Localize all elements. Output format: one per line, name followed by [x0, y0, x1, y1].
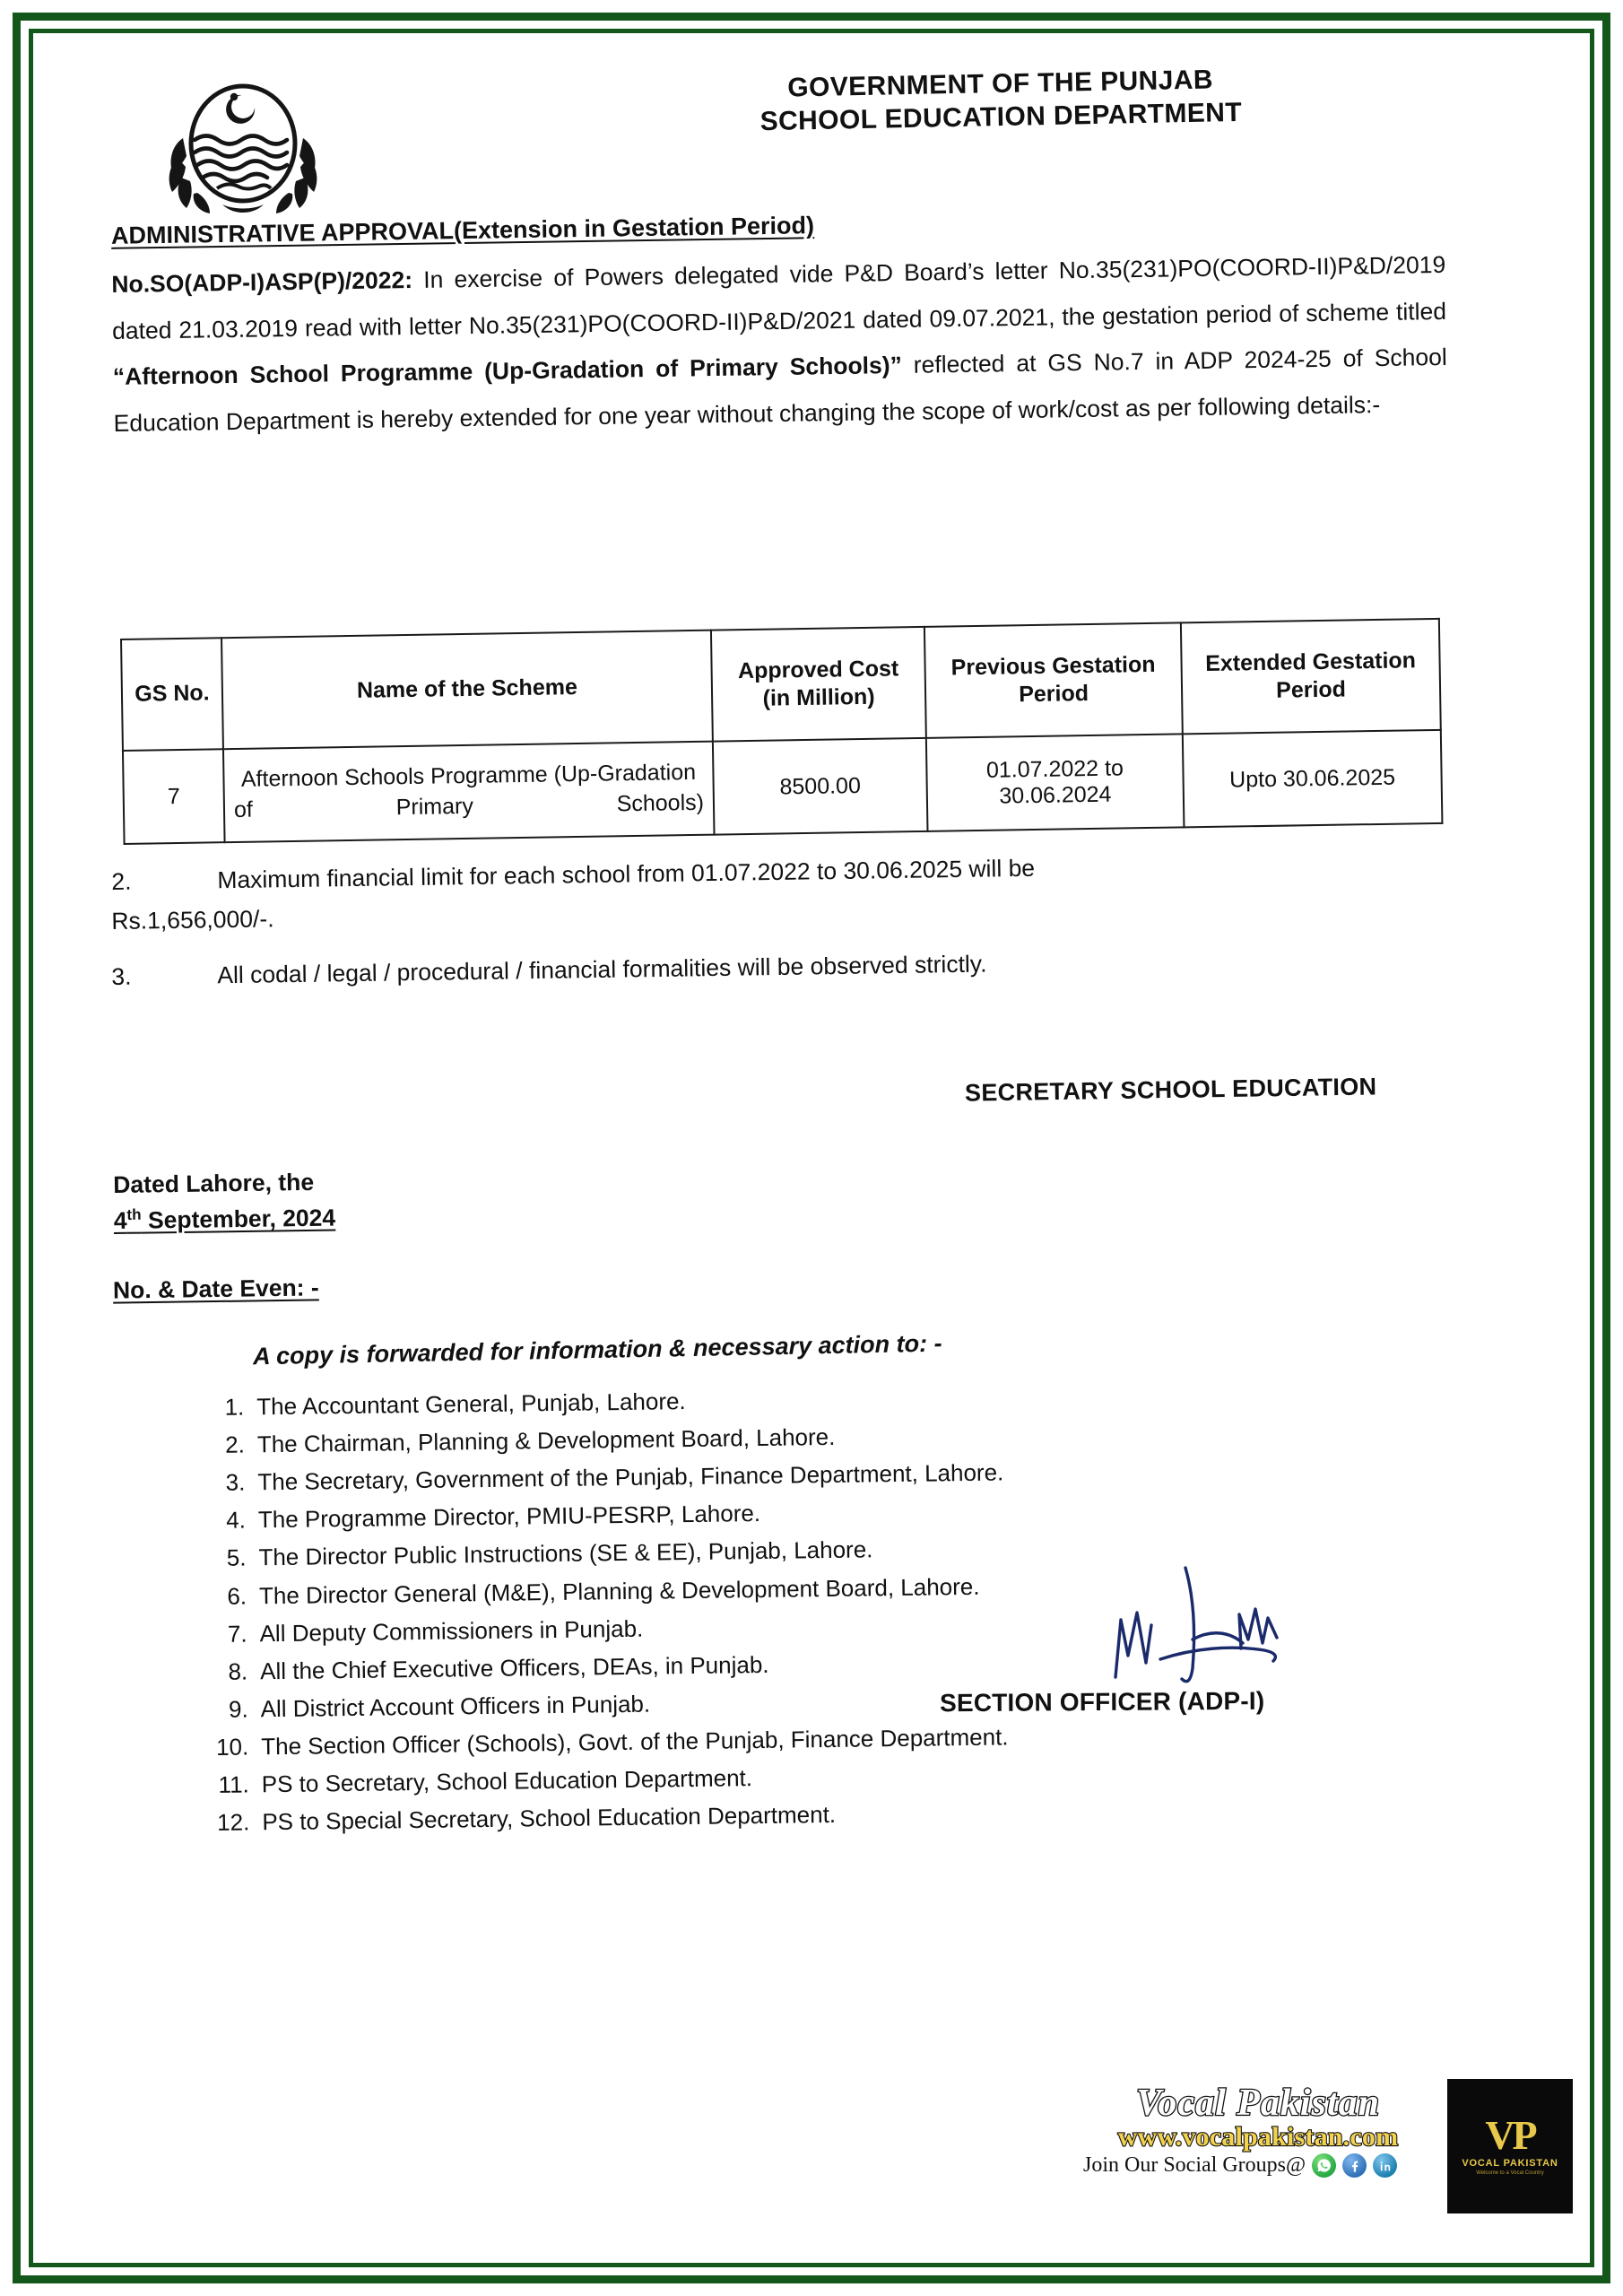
list-item-number: 2.: [224, 1431, 246, 1458]
cell-approved-cost: 8500.00: [713, 738, 928, 835]
list-item-number: 4.: [226, 1506, 247, 1535]
copy-forwarded-heading: A copy is forwarded for information & necessary action to: -: [252, 1329, 942, 1370]
paragraph-part-2: reflected at GS No.7 in ADP 2024-25 of School Education Department is hereby extended for one year without changing the scope of work/cost as per following details:-: [113, 344, 1447, 437]
list-item-label: All the Chief Executive Officers, DEAs, in Punjab.: [259, 1650, 769, 1685]
reference-number: No.SO(ADP-I)ASP(P)/2022:: [111, 266, 413, 298]
column-header-previous-gestation: Previous Gestation Period: [924, 622, 1183, 737]
column-header-approved-cost: Approved Cost (in Million): [711, 627, 926, 742]
department-title: SCHOOL EDUCATION DEPARTMENT: [759, 97, 1243, 136]
document-header: [41, 52, 1582, 222]
government-title: GOVERNMENT OF THE PUNJAB: [787, 65, 1214, 103]
clause-2-number: 2.: [111, 867, 132, 895]
opening-paragraph: [111, 242, 1448, 448]
list-item-label: The Secretary, Government of the Punjab, Finance Department, Lahore.: [257, 1458, 1004, 1496]
dated-month-year: September, 2024: [141, 1204, 336, 1234]
even-number-label: No. & Date Even: -: [112, 1274, 319, 1304]
cell-extended-gestation: Upto 30.06.2025: [1183, 730, 1443, 828]
whatsapp-icon[interactable]: [1312, 2153, 1336, 2178]
paragraph-part-1: In exercise of Powers delegated vide P&D Board’s letter No.35(231)PO(COORD-II)P&D/2019 dated 21.03.2019 read with letter No.35(231)PO(COORD-II)P&D/2021 dated 09.07.2021, the gestation period of scheme titled: [111, 250, 1447, 344]
list-item-number: 12.: [216, 1808, 250, 1837]
scheme-table-wrapper: [120, 618, 1441, 845]
footer-text-block: [1071, 2079, 1447, 2213]
subject-paren: (Extension in Gestation Period): [453, 212, 815, 245]
clause-2-amount: Rs.1,656,000/-.: [111, 905, 274, 935]
list-item-label: The Chairman, Planning & Development Board, Lahore.: [256, 1422, 836, 1458]
list-item-number: 3.: [225, 1468, 246, 1496]
footer-social-prompt: Join Our Social Groups@: [1083, 2153, 1306, 2178]
footer-logo-mark: VP: [1485, 2111, 1535, 2158]
list-item-number: 6.: [227, 1582, 247, 1610]
list-item-label: All District Account Officers in Punjab.: [260, 1690, 651, 1723]
column-header-scheme-name: Name of the Scheme: [221, 631, 713, 750]
document-sheet: [41, 41, 1582, 2255]
list-item-label: The Director General (M&E), Planning & Development Board, Lahore.: [258, 1572, 980, 1609]
dated-line-2: [114, 1200, 336, 1239]
list-item-label: The Director Public Instructions (SE & EE), Punjab, Lahore.: [258, 1535, 873, 1571]
footer-brand-name: Vocal Pakistan: [1136, 2083, 1380, 2124]
column-header-gs-no: GS No.: [121, 638, 223, 751]
header-title-block: [596, 60, 1404, 141]
list-item-number: 1.: [224, 1393, 245, 1421]
clause-3-text: All codal / legal / procedural / financial formalities will be observed strictly.: [217, 950, 987, 989]
subject-main: ADMINISTRATIVE APPROVAL: [110, 217, 455, 249]
list-item-label: The Section Officer (Schools), Govt. of the Punjab, Finance Department.: [261, 1723, 1009, 1761]
column-header-extended-gestation: Extended Gestation Period: [1181, 619, 1441, 735]
scheme-title-quoted: “Afternoon School Programme (Up-Gradation of Primary Schools)”: [112, 352, 903, 391]
list-item-number: 9.: [228, 1695, 248, 1723]
list-item-number: 8.: [228, 1657, 248, 1685]
footer-logo-name: VOCAL PAKISTAN: [1462, 2158, 1558, 2170]
dated-line-1: Dated Lahore, the: [113, 1168, 315, 1198]
list-item-number: 7.: [227, 1620, 247, 1648]
cell-gs-no: 7: [123, 749, 225, 844]
dated-day-suffix: th: [126, 1205, 142, 1223]
scheme-details-table: [120, 618, 1443, 845]
signatory-secretary: SECRETARY SCHOOL EDUCATION: [964, 1073, 1377, 1107]
footer-logo-tagline: Welcome to a Vocal Country: [1476, 2170, 1544, 2177]
footer-logo: [1447, 2079, 1573, 2213]
signatory-section-officer: SECTION OFFICER (ADP-I): [939, 1686, 1265, 1718]
punjab-government-emblem-icon: [158, 68, 328, 216]
clause-3-number: 3.: [111, 962, 132, 990]
linkedin-icon[interactable]: [1373, 2153, 1397, 2178]
dated-block: [113, 1165, 335, 1239]
list-item-number: 11.: [218, 1770, 249, 1799]
footer-website-url[interactable]: www.vocalpakistan.com: [1117, 2121, 1399, 2152]
footer-watermark: [1071, 2079, 1573, 2213]
facebook-icon[interactable]: [1342, 2153, 1367, 2178]
handwritten-signature: [1107, 1562, 1384, 1688]
dated-day: 4: [113, 1206, 127, 1234]
list-item-label: All Deputy Commissioners in Punjab.: [259, 1614, 644, 1647]
clause-2-text: Maximum financial limit for each school from 01.07.2022 to 30.06.2025 will be: [217, 854, 1036, 894]
table-header-row: [121, 619, 1441, 751]
list-item-label: PS to Special Secretary, School Education Department.: [262, 1801, 837, 1836]
table-row: [123, 730, 1442, 844]
footer-social-row: [1078, 2153, 1438, 2178]
list-item-number: 10.: [215, 1733, 249, 1761]
list-item-label: PS to Secretary, School Education Department.: [261, 1764, 753, 1798]
cell-scheme-name: Afternoon Schools Programme (Up-Gradation of Primary Schools): [223, 742, 715, 843]
cell-previous-gestation: 01.07.2022 to 30.06.2024: [926, 734, 1185, 831]
list-item-label: The Accountant General, Punjab, Lahore.: [256, 1387, 686, 1421]
list-item-number: 5.: [226, 1544, 247, 1572]
clause-3: [111, 935, 1448, 1001]
list-item-label: The Programme Director, PMIU-PESRP, Lahore.: [257, 1500, 761, 1534]
